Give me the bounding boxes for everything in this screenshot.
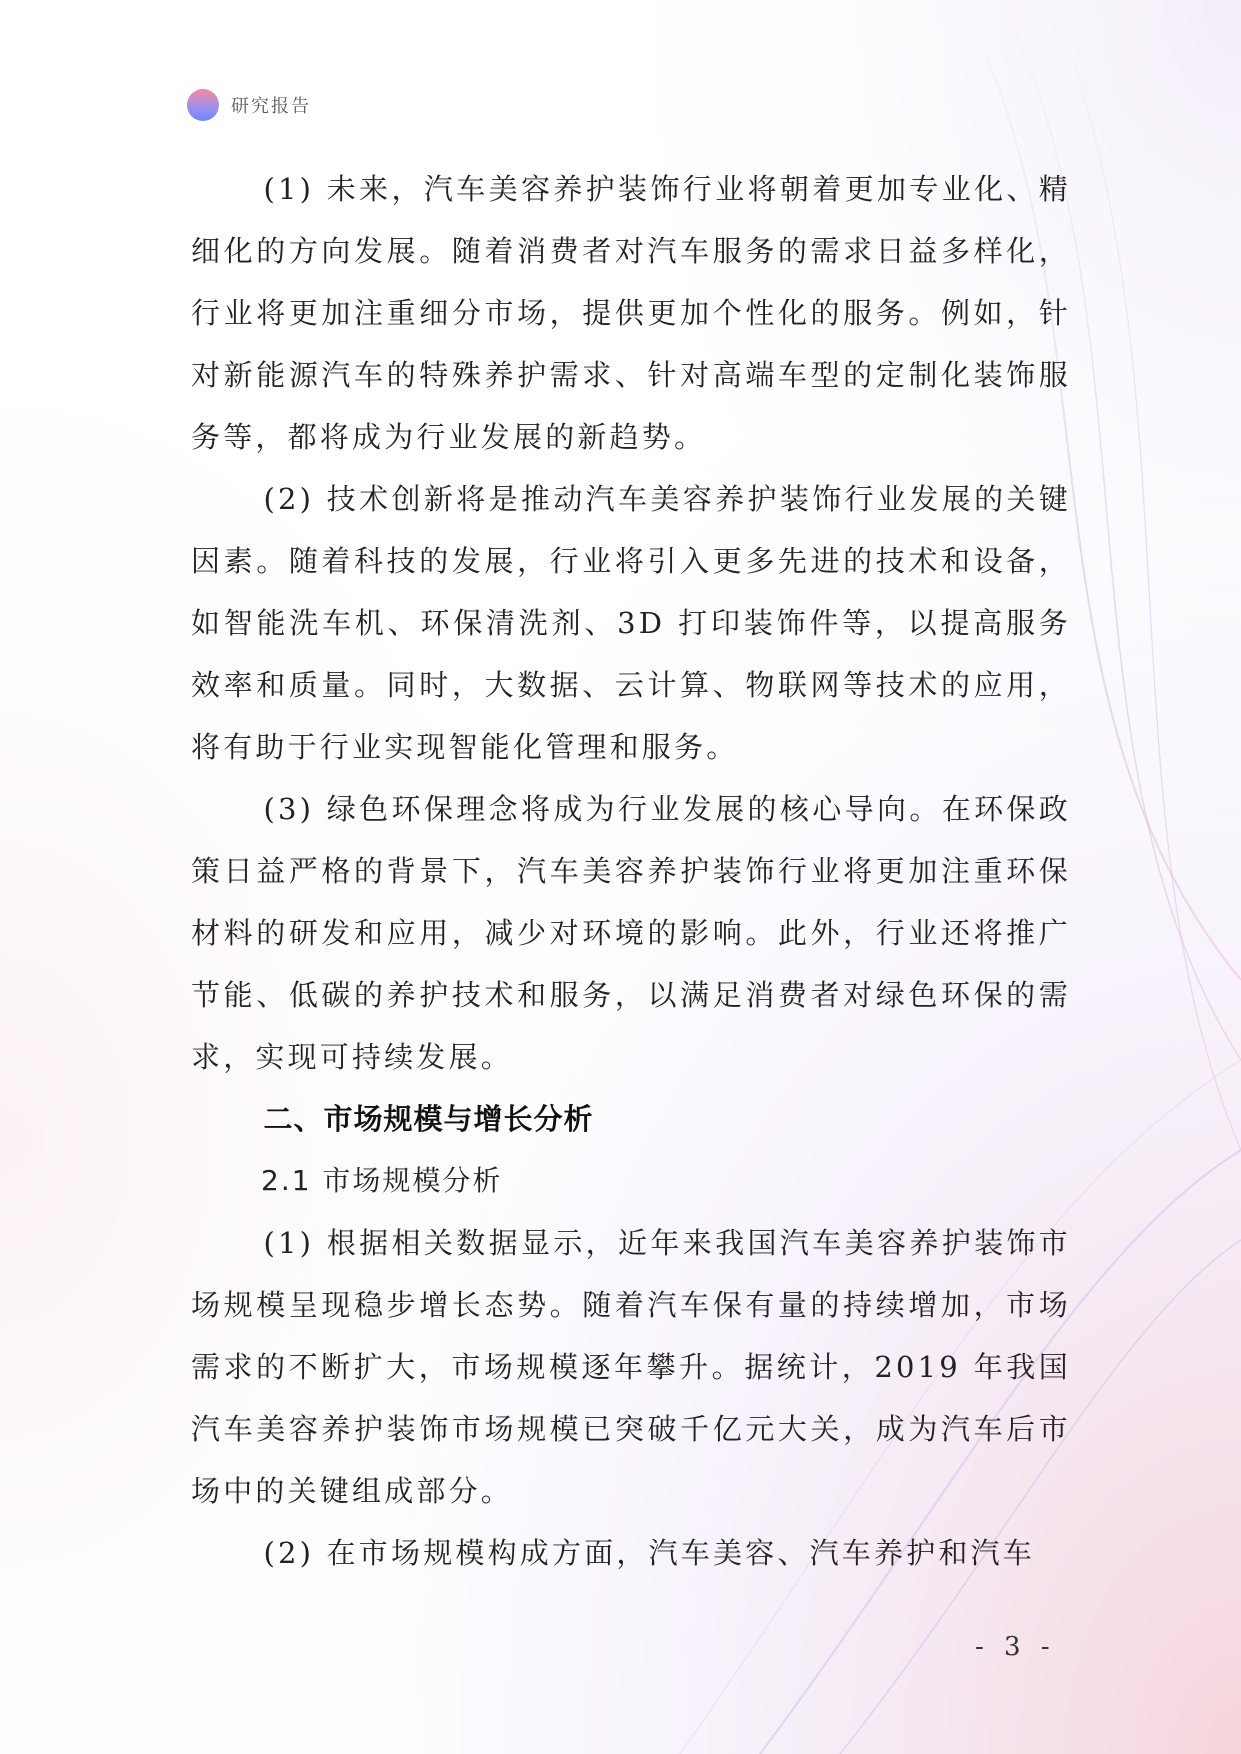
section-heading: 二、市场规模与增长分析 (263, 1102, 594, 1136)
logo-circle-icon (187, 89, 219, 121)
page-header (187, 88, 311, 122)
document-body (191, 158, 1071, 1584)
body-paragraph: (1) 未来，汽车美容养护装饰行业将朝着更加专业化、精细化的方向发展。随着消费者对汽车服务的需求日益多样化，行业将更加注重细分市场，提供更加个性化的服务。例如，针对新能源汽车的特殊养护需求、针对高端车型的定制化装饰服务等，都将成为行业发展的新趋势。 (191, 172, 1071, 454)
body-paragraph: (1) 根据相关数据显示，近年来我国汽车美容养护装饰市场规模呈现稳步增长态势。随着汽车保有量的持续增加，市场需求的不断扩大，市场规模逐年攀升。据统计，2019 年我国汽车美容养护装饰市场规模已突破千亿元大关，成为汽车后市场中的关键组成部分。 (191, 1226, 1071, 1508)
body-paragraph: (2) 技术创新将是推动汽车美容养护装饰行业发展的关键因素。随着科技的发展，行业将引入更多先进的技术和设备，如智能洗车机、环保清洗剂、3D 打印装饰件等，以提高服务效率和质量。同时，大数据、云计算、物联网等技术的应用，将有助于行业实现智能化管理和服务。 (191, 482, 1071, 764)
body-paragraph: (3) 绿色环保理念将成为行业发展的核心导向。在环保政策日益严格的背景下，汽车美容养护装饰行业将更加注重环保材料的研发和应用，减少对环境的影响。此外，行业还将推广节能、低碳的养护技术和服务，以满足消费者对绿色环保的需求，实现可持续发展。 (191, 792, 1071, 1074)
header-title: 研究报告 (231, 96, 311, 117)
page-number: - 3 - (975, 1632, 1056, 1662)
body-paragraph: (2) 在市场规模构成方面，汽车美容、汽车养护和汽车 (263, 1536, 1035, 1570)
subsection-heading: 2.1 市场规模分析 (261, 1164, 503, 1197)
